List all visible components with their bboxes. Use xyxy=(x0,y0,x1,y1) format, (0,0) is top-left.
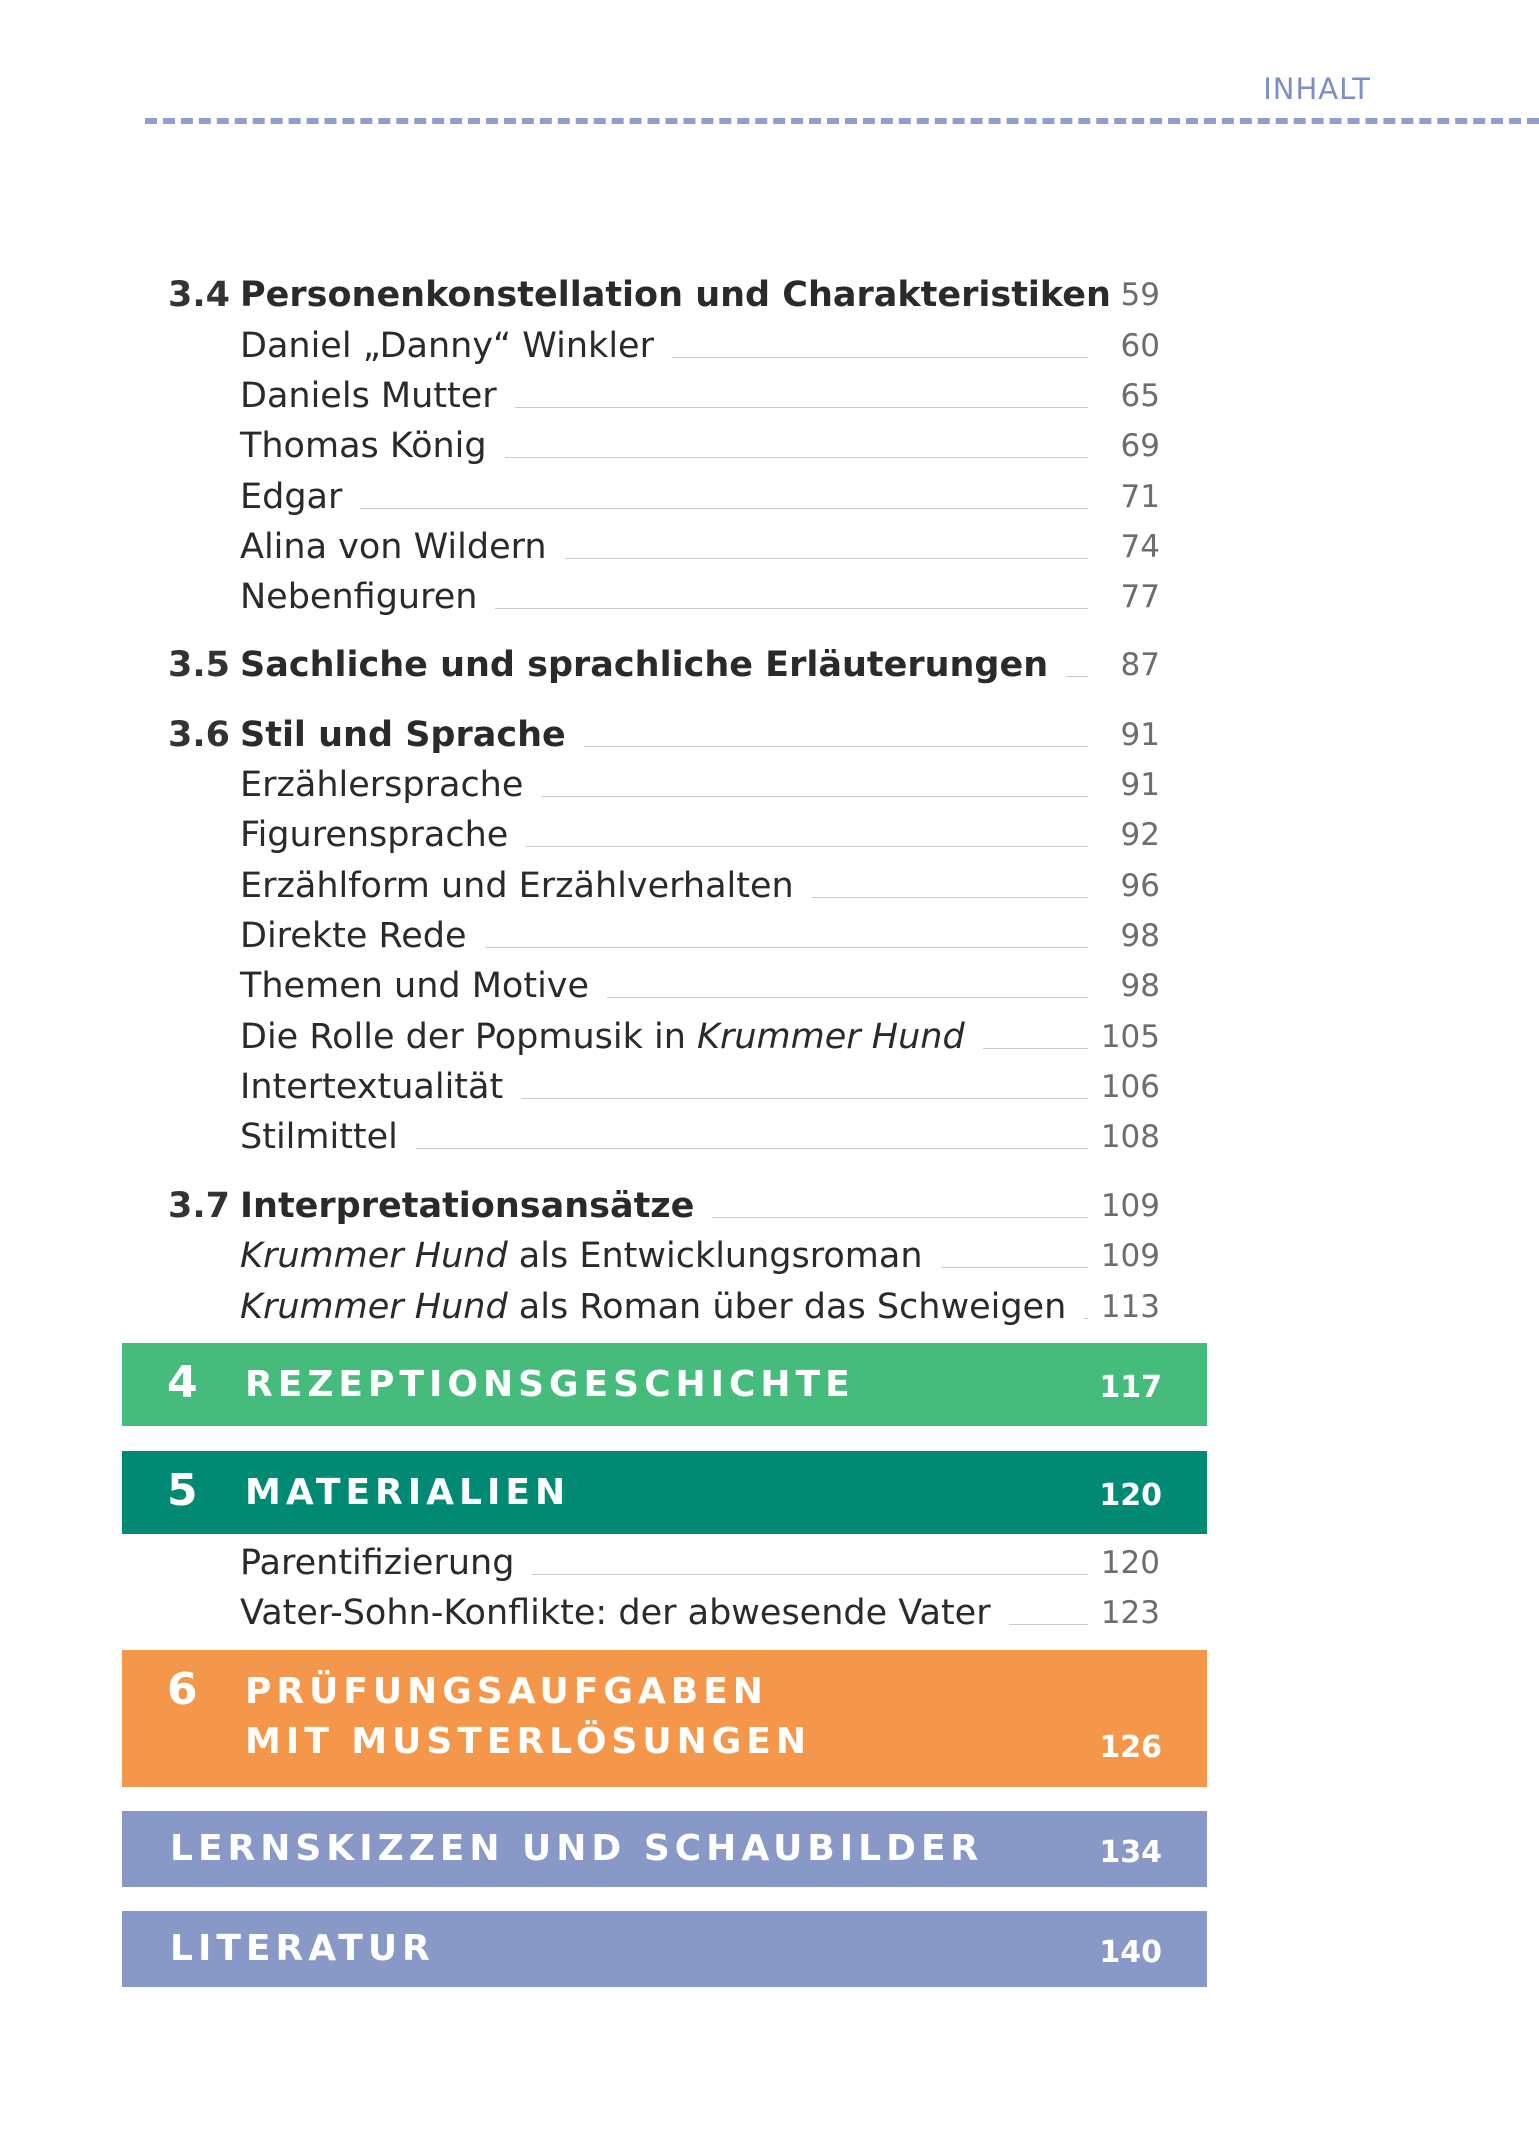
page-number: 77 xyxy=(1120,579,1160,615)
page-number: 140 xyxy=(1099,1935,1162,1970)
chapter-band-4[interactable] xyxy=(122,1343,1207,1426)
page-number: 108 xyxy=(1100,1119,1160,1155)
entry-title: Stilmittel xyxy=(240,1117,416,1157)
page-number: 92 xyxy=(1120,817,1160,853)
entry-title: Erzählersprache xyxy=(240,765,541,805)
toc-section-3-4[interactable] xyxy=(0,275,1539,325)
entry-title: Daniel „Danny“ Winkler xyxy=(240,326,672,366)
toc-section-3-6[interactable] xyxy=(0,715,1539,765)
entry-title: Nebenfiguren xyxy=(240,577,495,617)
entry-title: Thomas König xyxy=(240,426,505,466)
toc-entry[interactable] xyxy=(0,815,1539,865)
chapter-band-literatur[interactable] xyxy=(122,1911,1207,1987)
entry-title: Alina von Wildern xyxy=(240,527,565,567)
section-number: 3.7 xyxy=(168,1186,231,1226)
page-number: 71 xyxy=(1120,479,1160,515)
page-number: 98 xyxy=(1120,918,1160,954)
chapter-number: 4 xyxy=(167,1357,198,1408)
page-number: 113 xyxy=(1100,1289,1160,1325)
page-number: 109 xyxy=(1100,1188,1160,1224)
chapter-title-line-1: PRÜFUNGSAUFGABEN xyxy=(245,1671,768,1712)
entry-title-text: als Roman über das Schweigen xyxy=(507,1287,1067,1327)
chapter-band-5[interactable] xyxy=(122,1451,1207,1534)
chapter-title: LERNSKIZZEN UND SCHAUBILDER xyxy=(170,1828,984,1869)
page-number: 96 xyxy=(1120,868,1160,904)
chapter-number: 6 xyxy=(167,1664,198,1715)
chapter-title: REZEPTIONSGESCHICHTE xyxy=(245,1364,855,1405)
header-dashed-rule xyxy=(145,118,1539,124)
toc-entry[interactable] xyxy=(0,1017,1539,1067)
page-number: 105 xyxy=(1100,1019,1160,1055)
work-title: Krummer Hund xyxy=(240,1236,508,1276)
entry-title xyxy=(240,1287,1084,1327)
toc-entry[interactable] xyxy=(0,577,1539,627)
page-number: 91 xyxy=(1120,767,1160,803)
running-header: INHALT xyxy=(1263,72,1371,106)
toc-entry[interactable] xyxy=(0,1236,1539,1286)
toc-section-3-7[interactable] xyxy=(0,1186,1539,1236)
entry-title: Daniels Mutter xyxy=(240,376,515,416)
page-number: 120 xyxy=(1099,1478,1162,1513)
page-number: 59 xyxy=(1120,277,1160,313)
page-number: 60 xyxy=(1120,328,1160,364)
page-number: 109 xyxy=(1100,1238,1160,1274)
page-number: 91 xyxy=(1120,717,1160,753)
page-number: 98 xyxy=(1120,968,1160,1004)
chapter-band-lernskizzen[interactable] xyxy=(122,1811,1207,1887)
toc-entry[interactable] xyxy=(0,527,1539,577)
toc-entry[interactable] xyxy=(0,477,1539,527)
toc-entry[interactable] xyxy=(0,1067,1539,1117)
page-number: 117 xyxy=(1099,1370,1162,1405)
page-number: 126 xyxy=(1099,1730,1162,1765)
toc-entry[interactable] xyxy=(0,1117,1539,1167)
section-number: 3.6 xyxy=(168,715,231,755)
chapter-title: MATERIALIEN xyxy=(245,1472,571,1513)
toc-entry[interactable] xyxy=(0,1287,1539,1337)
section-title: Stil und Sprache xyxy=(240,715,584,755)
entry-title: Vater-Sohn-Konflikte: der abwesende Vater xyxy=(240,1593,1009,1633)
entry-title xyxy=(240,1017,983,1057)
toc-entry[interactable] xyxy=(0,426,1539,476)
toc-entry[interactable] xyxy=(0,326,1539,376)
section-title: Sachliche und sprachliche Erläuterungen xyxy=(240,645,1066,685)
toc-entry[interactable] xyxy=(0,866,1539,916)
toc-entry[interactable] xyxy=(0,376,1539,426)
section-title: Personenkonstellation und Charakteristiken xyxy=(240,275,1129,315)
section-number: 3.5 xyxy=(168,645,231,685)
page-number: 123 xyxy=(1100,1595,1160,1631)
chapter-title-line-2: MIT MUSTERLÖSUNGEN xyxy=(245,1721,811,1762)
toc-entry[interactable] xyxy=(0,1593,1539,1643)
entry-title: Intertextualität xyxy=(240,1067,521,1107)
page-number: 87 xyxy=(1120,647,1160,683)
entry-title-text: als Entwicklungsroman xyxy=(507,1236,923,1276)
entry-title-text: Die Rolle der Popmusik in xyxy=(240,1017,698,1057)
work-title: Krummer Hund xyxy=(240,1287,508,1327)
entry-title: Parentifizierung xyxy=(240,1543,532,1583)
entry-title: Edgar xyxy=(240,477,360,517)
entry-title: Direkte Rede xyxy=(240,916,485,956)
entry-title: Figurensprache xyxy=(240,815,526,855)
entry-title: Themen und Motive xyxy=(240,966,607,1006)
page-number: 69 xyxy=(1120,428,1160,464)
page-number: 134 xyxy=(1099,1835,1162,1870)
section-title: Interpretationsansätze xyxy=(240,1186,712,1226)
entry-title xyxy=(240,1236,941,1276)
page-number: 74 xyxy=(1120,529,1160,565)
toc-entry[interactable] xyxy=(0,966,1539,1016)
toc-section-3-5[interactable] xyxy=(0,645,1539,695)
chapter-number: 5 xyxy=(167,1465,198,1516)
toc-entry[interactable] xyxy=(0,765,1539,815)
work-title: Krummer Hund xyxy=(697,1017,965,1057)
leader-line xyxy=(240,508,1088,509)
entry-title: Erzählform und Erzählverhalten xyxy=(240,866,812,906)
page-number: 106 xyxy=(1100,1069,1160,1105)
page-number: 65 xyxy=(1120,378,1160,414)
chapter-band-6[interactable] xyxy=(122,1650,1207,1787)
toc-entry[interactable] xyxy=(0,916,1539,966)
page-number: 120 xyxy=(1100,1545,1160,1581)
section-number: 3.4 xyxy=(168,275,231,315)
chapter-title: LITERATUR xyxy=(170,1928,435,1969)
toc-entry[interactable] xyxy=(0,1543,1539,1593)
